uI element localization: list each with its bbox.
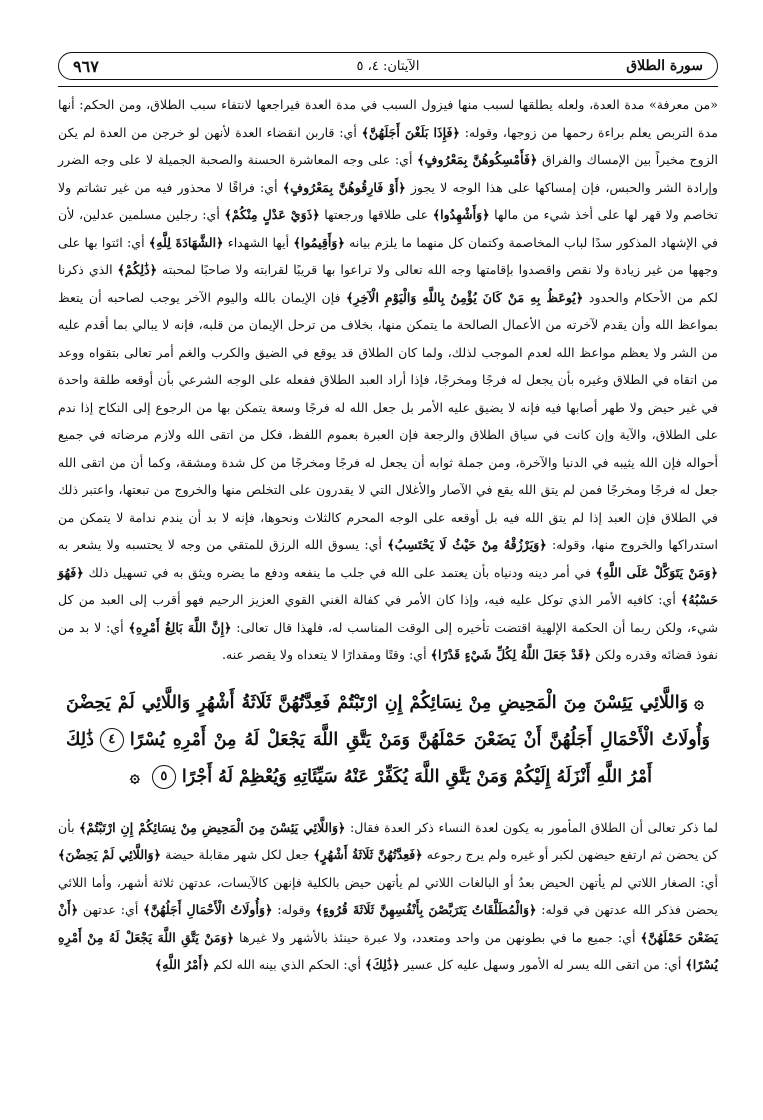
commentary-text: جعل لكل شهر مقابلة حيضة: [161, 847, 314, 862]
page-body: [58, 91, 718, 979]
verse-number-badge: ٥: [152, 765, 176, 789]
commentary-paragraph-1: [58, 91, 718, 669]
page-header: [58, 52, 718, 80]
surah-name: سورة الطلاق: [626, 58, 703, 74]
header-divider: [58, 86, 718, 87]
quran-quote: ﴿فَعِدَّتُهُنَّ ثَلَاثَةُ أَشْهُرٍ﴾: [313, 847, 423, 862]
quran-quote: ﴿وَيَرْزُقْهُ مِنْ حَيْثُ لَا يَحْتَسِبُ﴾: [387, 537, 547, 552]
verse-number-badge: ٤: [100, 728, 124, 752]
quran-quote: ﴿الشَّهَادَةَ لِلَّهِ﴾: [148, 234, 224, 250]
commentary-text: أي: كافيه الأمر الذي توكل عليه فيه، وإذا كان الأمر في كفالة الغني القوي العزيز الرحيم فهو أقرب إلى العبد من كل شيء، ولكن ربما أن الحكمة الإلهية اقتضت تأخيره إلى الوقت المناسب له، فلهذا قال تعالى:: [58, 592, 719, 635]
commentary-text: أي: من اتقى الله يسر له الأمور وسهل عليه كل عسير: [399, 957, 686, 972]
quran-quote: ﴿ذَوَيْ عَدْلٍ مِنْكُمْ﴾: [224, 207, 320, 222]
commentary-paragraph-2: [58, 814, 718, 979]
quran-quote: ﴿فَهُوَ حَسْبُهُ﴾: [58, 564, 718, 607]
commentary-text: أي: لا بد من نفوذ قضائه وقدره ولكن: [58, 619, 718, 662]
quran-quote: ﴿وَالْمُطَلَّقَاتُ يَتَرَبَّصْنَ بِأَنْفُسِهِنَّ ثَلَاثَةَ قُرُوءٍ﴾: [315, 902, 537, 917]
quran-quote: ﴿فَأَمْسِكُوهُنَّ بِمَعْرُوفٍ﴾: [417, 152, 538, 167]
commentary-text: على طلاقها ورجعتها: [319, 207, 433, 222]
verse-text-4: وَاللَّائِي يَئِسْنَ مِنَ الْمَحِيضِ مِنْ نِسَائِكُمْ إِنِ ارْتَبْتُمْ فَعِدَّتُهُنَّ ثَلَاثَةُ أَشْهُرٍ وَاللَّائِي لَمْ يَحِضْنَ وَأُولَاتُ الْأَحْمَالِ أَجَلُهُنَّ أَنْ يَضَعْنَ حَمْلَهُنَّ وَمَنْ يَتَّقِ اللَّهَ يَجْعَلْ لَهُ مِنْ أَمْرِهِ يُسْرًا: [66, 692, 710, 750]
commentary-text: أي: فراقًا لا محذور فيه من غير تشاتم ولا تخاصم ولا قهر لها على أخذ شيء من مالها: [58, 179, 718, 222]
quran-quote: ﴿أَوْ فَارِقُوهُنَّ بِمَعْرُوفٍ﴾: [282, 179, 406, 195]
commentary-text: أي: جميع ما في بطونهن من واحد ومتعدد، ولا عبرة حينئذ بالأشهر ولا غيرها: [234, 929, 641, 945]
commentary-text: أي: رجلين مسلمين عدلين، لأن في الإشهاد المذكور سدًا لباب المخاصمة وكتمان كل منهما ما يلزم بيانه: [58, 207, 718, 250]
quran-quote: ﴿وَاللَّائِي لَمْ يَحِضْنَ﴾: [58, 847, 162, 862]
quran-quote: ﴿ذَٰلِكَ﴾: [364, 957, 400, 972]
commentary-text: لما ذكر تعالى أن الطلاق المأمور به يكون لعدة النساء ذكر العدة فقال:: [345, 819, 718, 835]
commentary-text: فإن الإيمان بالله واليوم الآخر يوجب لصاحبه أن يتعظ بمواعظ الله وأن يقدم لآخرته من الأعمال الصالحة ما يتمكن منها، بخلاف من ترحل الإيمان من قلبه، فإنه لا يبالي بما أقدم عليه من الشر ولا يعظم مواعظ الله لعدم الموجب لذلك، ولما كان الطلاق قد يوقع في الضيق والكرب والغم أمر تعالى بتقواه ووعد من اتقاه في الطلاق وغيره بأن يجعل له فرجًا ومخرجًا، فإذا أراد العبد الطلاق ففعله على الوجه الشرعي بأن أوقعه طلقة واحدة في غير حيض ولا طهر أصابها فيه فإنه لا يضيق عليه الأمر بل جعل الله له فرجًا وسعة يتمكن بها من الرجوع إلى النكاح إذا ندم على الطلاق، والآية وإن كانت في سياق الطلاق والرجعة فإن العبرة بعموم اللفظ، فكل من اتقى الله ولازم مرضاته في جميع أحواله فإن الله يثيبه في الدنيا والآخرة، ومن جملة ثوابه أن يجعل له فرجًا ومخرجًا من كل شدة ومشقة، وكما أن من اتقى الله جعل له فرجًا ومخرجًا فمن لم يتق الله يقع في الآصار والأغلال التي لا يقدرون على التخلص منها والخروج من تبعتها، واعتبر ذلك في الطلاق فإن العبد إذا لم يتق الله فيه بل أوقعه على الوجه المحرم كالثلاث ونحوها، فإنه لا بد أن يندم ندامة لا يتمكن من استدراكها والخروج منها، وقوله:: [58, 289, 719, 552]
commentary-text: الذي ذكرنا لكم من الأحكام والحدود: [58, 262, 719, 305]
commentary-text: أيها الشهداء: [223, 234, 294, 250]
commentary-text: أي: وقتًا ومقدارًا لا يتعداه ولا يقصر عنه.: [222, 647, 431, 662]
commentary-text: أي: عدتهن: [78, 902, 144, 917]
quran-quote: ﴿وَمَنْ يَتَوَكَّلْ عَلَى اللَّهِ﴾: [595, 564, 718, 580]
quran-quote: ﴿وَمَنْ يَتَّقِ اللَّهَ يَجْعَلْ لَهُ مِنْ أَمْرِهِ يُسْرًا﴾: [58, 929, 718, 972]
verse-text-5: ذَٰلِكَ أَمْرُ اللَّهِ أَنْزَلَهُ إِلَيْكُمْ وَمَنْ يَتَّقِ اللَّهَ يُكَفِّرْ عَنْهُ سَيِّئَاتِهِ وَيُعْظِمْ لَهُ أَجْرًا: [66, 729, 653, 787]
commentary-text: في أمر دينه ودنياه بأن يعتمد على الله في جلب ما ينفعه ودفع ما يضره ويثق به في تسهيل ذلك: [83, 564, 596, 580]
commentary-text: بأن كن يحضن ثم ارتفع حيضهن لكبر أو غيره ولم يرج رجوعه: [58, 819, 718, 862]
quran-quote: ﴿ذَٰلِكُمْ﴾: [117, 262, 158, 277]
verse-ornament-icon: ۞: [129, 766, 140, 787]
commentary-text: أي: الصغار اللاتي لم يأتهن الحيض بعدُ أو البالغات اللاتي لم يأتهن حيض بالكلية فإنهن كالآيسات، عدتهن ثلاثة أشهر، وأما اللائي يحضن فذكر الله عدتهن في قوله:: [58, 874, 718, 917]
commentary-text: أي: قاربن انقضاء العدة لأنهن لو خرجن من العدة لم يكن الزوج مخيراً بين الإمساك والفراق: [58, 124, 718, 167]
quran-quote: ﴿وَاللَّائِي يَئِسْنَ مِنَ الْمَحِيضِ مِنْ نِسَائِكُمْ إِنِ ارْتَبْتُمْ﴾: [79, 819, 346, 835]
quran-quote: ﴿إِنَّ اللَّهَ بَالِغُ أَمْرِهِ﴾: [128, 619, 232, 635]
quran-quote: ﴿أَمْرُ اللَّهِ﴾: [154, 957, 210, 972]
verse-ornament-icon: ۞: [694, 692, 704, 713]
commentary-text: «من معرفة» مدة العدة، ولعله يطلقها لسبب منها فيزول السبب في مدة العدة فيراجعها لانتفاء سبب الطلاق، ومن الحكم: أنها مدة التربص يعلم براءة رحمها من زوجها، وقوله:: [58, 97, 718, 140]
quran-quote: ﴿يُوعَظُ بِهِ مَنْ كَانَ يُؤْمِنُ بِاللَّهِ وَالْيَوْمِ الْآخِرِ﴾: [346, 289, 584, 305]
quran-quote: ﴿أَنْ يَضَعْنَ حَمْلَهُنَّ﴾: [58, 902, 718, 945]
commentary-text: أي: الحكم الذي بينه الله لكم: [209, 957, 365, 972]
quran-quote: ﴿وَأَقِيمُوا﴾: [293, 234, 345, 250]
commentary-text: أي: يسوق الله الرزق للمتقي من وجه لا يحتسبه ولا يشعر به: [58, 537, 388, 552]
quran-verse-block: [66, 685, 710, 796]
commentary-text: أي: على وجه المعاشرة الحسنة والصحبة الجميلة لا على وجه الضرر وإرادة الشر والحبس، فإن إمساكها على هذا الوجه لا يجوز: [58, 152, 718, 195]
quran-quote: ﴿وَأَشْهِدُوا﴾: [432, 207, 490, 222]
commentary-text: وقوله:: [272, 902, 316, 917]
page-number: ٩٦٧: [73, 56, 99, 76]
commentary-text: أي: ائتوا بها على وجهها من غير زيادة ولا نقص واقصدوا بإقامتها وجه الله تعالى ولا تراعوا بها قريبًا لقرابته ولا صاحبًا لمحبته: [58, 234, 718, 277]
book-page: [58, 52, 718, 979]
quran-quote: ﴿قَدْ جَعَلَ اللَّهُ لِكُلِّ شَيْءٍ قَدْرًا﴾: [430, 647, 592, 662]
verse-range: الآيتان: ٤، ٥: [356, 58, 420, 74]
quran-quote: ﴿فَإِذَا بَلَغْنَ أَجَلَهُنَّ﴾: [361, 124, 460, 140]
quran-quote: ﴿وَأُولَاتُ الْأَحْمَالِ أَجَلُهُنَّ﴾: [143, 902, 273, 917]
